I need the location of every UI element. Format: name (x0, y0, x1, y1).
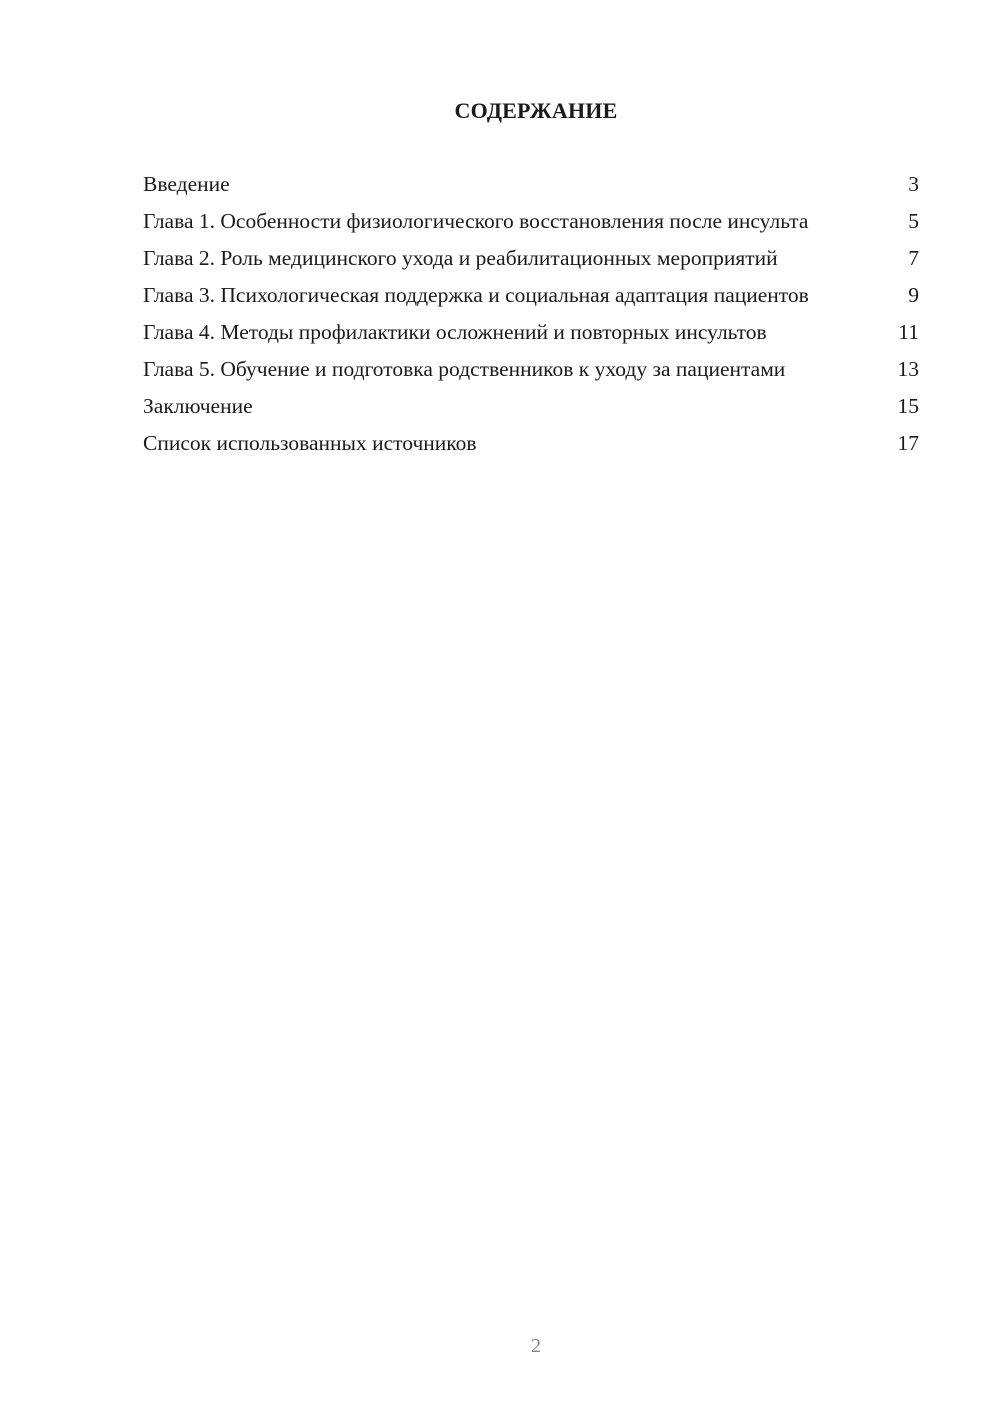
toc-entry (143, 208, 919, 235)
toc-entry-label: Глава 1. Особенности физиологического восстановления после инсульта (143, 209, 809, 233)
toc-entry-page: 9 (908, 283, 919, 307)
toc-entry-label: Глава 4. Методы профилактики осложнений и повторных инсультов (143, 320, 767, 344)
toc-entry-page: 3 (908, 172, 919, 196)
toc-entry-page: 17 (897, 431, 919, 455)
toc-entry (143, 319, 919, 346)
toc-entry-page: 15 (897, 394, 919, 418)
toc-entry-label: Глава 5. Обучение и подготовка родственников к уходу за пациентами (143, 357, 786, 381)
toc-entry-page: 7 (908, 246, 919, 270)
page-title: СОДЕРЖАНИЕ (454, 98, 618, 123)
toc-entry-label: Список использованных источников (143, 431, 477, 455)
toc-entry (143, 393, 919, 420)
toc-entry-label: Введение (143, 172, 230, 196)
toc-entry (143, 430, 919, 457)
page-number: 2 (531, 1335, 541, 1357)
toc-entry-page: 13 (897, 357, 919, 381)
table-of-contents (143, 171, 919, 467)
toc-entry-label: Глава 3. Психологическая поддержка и социальная адаптация пациентов (143, 283, 809, 307)
toc-entry-page: 5 (908, 209, 919, 233)
toc-entry (143, 245, 919, 272)
toc-entry (143, 356, 919, 383)
toc-entry-label: Заключение (143, 394, 253, 418)
toc-entry (143, 282, 919, 309)
toc-entry-page: 11 (898, 320, 919, 344)
toc-entry (143, 171, 919, 198)
toc-entry-label: Глава 2. Роль медицинского ухода и реабилитационных мероприятий (143, 246, 778, 270)
